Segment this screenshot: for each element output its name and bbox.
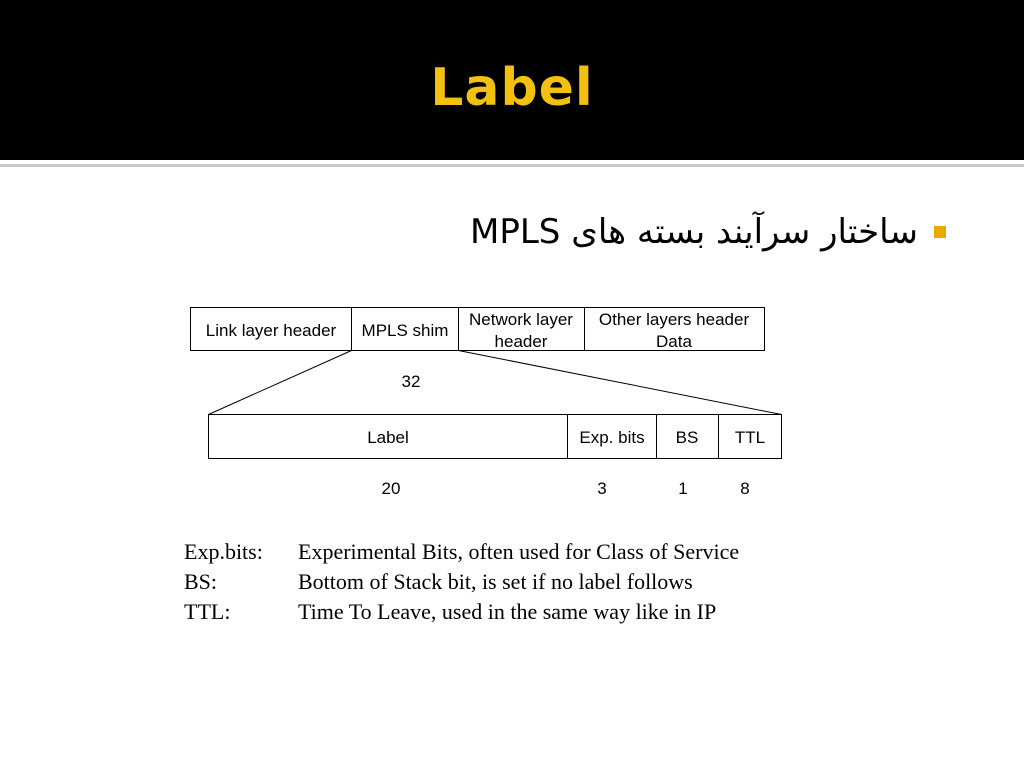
shim-field-bs-bits: 1 <box>678 479 688 498</box>
packet-field-other-layers-label-1: Other layers header <box>598 310 750 329</box>
expansion-line-left <box>209 351 352 415</box>
legend-definition: Experimental Bits, often used for Class of Service <box>298 539 740 564</box>
legend-term: BS: <box>184 569 218 594</box>
bullet-text: ساختار سرآیند بسته های MPLS <box>470 212 918 252</box>
shim-field-ttl-name: TTL <box>734 428 766 447</box>
shim-field-exp-name: Exp. bits <box>579 428 645 447</box>
shim-field-bs-name: BS <box>675 428 699 447</box>
shim-field-ttl-bits: 8 <box>740 479 750 498</box>
packet-field-other-layers-label-2: Data <box>656 332 692 351</box>
packet-field-network-layer-label-2: header <box>494 332 548 351</box>
shim-width-label: 32 <box>401 372 421 391</box>
packet-field-link-layer-label: Link layer header <box>205 321 337 340</box>
legend-row-bs <box>184 567 739 597</box>
legend-definition: Time To Leave, used in the same way like in IP <box>298 599 717 624</box>
legend-definition: Bottom of Stack bit, is set if no label follows <box>298 569 693 594</box>
shim-field-label-bits: 20 <box>381 479 401 498</box>
legend-row-exp <box>184 537 739 567</box>
legend-row-ttl <box>184 597 739 627</box>
shim-field-exp-bits: 3 <box>597 479 607 498</box>
packet-field-network-layer-label-1: Network layer <box>469 310 573 329</box>
legend-term: TTL: <box>184 599 231 624</box>
expansion-line-right <box>459 351 782 415</box>
legend-term: Exp.bits: <box>184 539 263 564</box>
field-legend <box>184 537 739 627</box>
packet-field-mpls-shim-label: MPLS shim <box>361 321 449 340</box>
shim-field-label-name: Label <box>367 428 409 447</box>
slide-title: Label <box>430 58 594 118</box>
